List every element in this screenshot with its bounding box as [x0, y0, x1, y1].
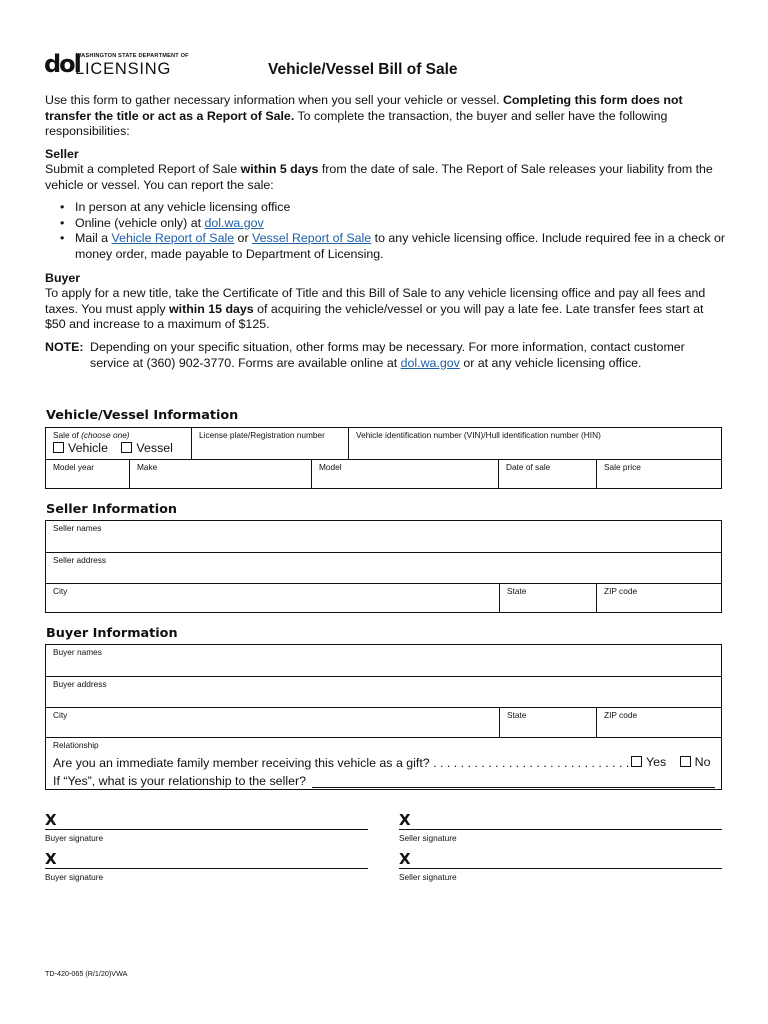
signature-x: X [45, 850, 57, 868]
buyer-info-table [45, 644, 722, 790]
date-of-sale-field[interactable]: Date of sale [498, 460, 596, 489]
buyer-zip-field[interactable]: ZIP code [596, 708, 721, 737]
signature-x: X [399, 850, 411, 868]
checkbox-icon [121, 442, 132, 453]
page-title: Vehicle/Vessel Bill of Sale [268, 61, 458, 78]
dol-website-link[interactable]: dol.wa.gov [204, 215, 264, 230]
vin-field[interactable]: Vehicle identification number (VIN)/Hull identification number (HIN) [348, 428, 721, 459]
signature-label: Buyer signature [45, 833, 104, 843]
vehicle-report-of-sale-link[interactable]: Vehicle Report of Sale [111, 231, 235, 246]
signature-line [45, 829, 368, 830]
checkbox-icon [53, 442, 64, 453]
seller-signature-1[interactable] [399, 811, 722, 851]
seller-paragraph: Submit a completed Report of Sale within 5 days from the date of sale. The Report of Sale releases your liability from the vehicle or vessel. You can report the sale: [45, 162, 713, 192]
seller-info-heading: Seller Information [46, 502, 178, 517]
buyer-state-field[interactable]: State [499, 708, 596, 737]
buyer-signature-2[interactable] [45, 850, 368, 890]
model-year-field[interactable]: Model year [53, 462, 95, 472]
buyer-info-heading: Buyer Information [46, 626, 178, 641]
form-number: TD-420-065 (R/1/20)VWA [45, 969, 128, 978]
gift-question: Are you an immediate family member receiving this vehicle as a gift? . . . . . . . . . . . . . . . . . . . . . . . . . . . . . [53, 756, 630, 770]
signature-x: X [399, 811, 411, 829]
list-item: • In person at any vehicle licensing office [60, 200, 725, 216]
signature-label: Seller signature [399, 833, 457, 843]
logo-licensing-text: LICENSING [75, 60, 172, 78]
checkbox-icon [680, 756, 691, 767]
signature-label: Buyer signature [45, 872, 104, 882]
buyer-address-field[interactable]: Buyer address [53, 679, 107, 689]
logo-mark: dol [44, 50, 80, 78]
seller-names-field[interactable]: Seller names [53, 523, 102, 533]
seller-address-field[interactable]: Seller address [53, 555, 107, 565]
yes-checkbox[interactable]: Yes [631, 755, 666, 769]
note-label: NOTE: [45, 340, 84, 354]
note-text: Depending on your specific situation, other forms may be necessary. For more information, contact customer service at (360) 902-3770. Forms are available online at dol.wa.gov or at any vehicle licensing office. [90, 340, 685, 370]
sale-of-field: Sale of (choose one) Vehicle Vessel [53, 430, 173, 455]
make-field[interactable]: Make [129, 460, 311, 489]
signature-line [399, 868, 722, 869]
signature-x: X [45, 811, 57, 829]
relationship-question: If “Yes”, what is your relationship to the seller? [53, 774, 306, 788]
checkbox-icon [631, 756, 642, 767]
report-methods-list [60, 200, 725, 262]
buyer-city-field[interactable]: City [53, 710, 68, 720]
dol-website-link[interactable]: dol.wa.gov [400, 355, 460, 370]
buyer-names-field[interactable]: Buyer names [53, 647, 102, 657]
vessel-checkbox[interactable]: Vessel [121, 441, 173, 455]
vessel-report-of-sale-link[interactable]: Vessel Report of Sale [252, 231, 372, 246]
seller-state-field[interactable]: State [499, 584, 596, 612]
model-field[interactable]: Model [311, 460, 498, 489]
seller-info-table [45, 520, 722, 613]
buyer-heading: Buyer [45, 271, 81, 285]
seller-zip-field[interactable]: ZIP code [596, 584, 721, 612]
dol-logo [44, 50, 189, 80]
license-plate-field[interactable]: License plate/Registration number [191, 428, 348, 459]
list-item: • Online (vehicle only) at dol.wa.gov [60, 216, 725, 232]
seller-heading: Seller [45, 147, 79, 161]
buyer-signature-1[interactable] [45, 811, 368, 851]
list-item: • Mail a Vehicle Report of Sale or Vessel Report of Sale to any vehicle licensing office. Include required fee in a check or money order, made payable to Department of Licensing. [60, 231, 725, 262]
signature-line [399, 829, 722, 830]
seller-city-field[interactable]: City [53, 586, 68, 596]
seller-signature-2[interactable] [399, 850, 722, 890]
relationship-field: Relationship Are you an immediate family member receiving this vehicle as a gift? . . . . . . . . . . . . . . . . . . . . . . . . . . . . . Yes No If “Yes”, what is your relationship to the seller? [46, 738, 721, 789]
buyer-paragraph: To apply for a new title, take the Certificate of Title and this Bill of Sale to any vehicle licensing office and pay all fees and taxes. You must apply within 15 days of acquiring the vehicle/vessel or you will pay a late fee. Late transfer fees start at $50 and increase to a maximum of $125. [45, 286, 706, 332]
intro-paragraph: Use this form to gather necessary information when you sell your vehicle or vessel. Completing this form does not transfer the title or act as a Report of Sale. To complete the transaction, the buyer and seller have the following responsibilities: [45, 93, 683, 139]
sale-price-field[interactable]: Sale price [596, 460, 721, 489]
logo-department-text: WASHINGTON STATE DEPARTMENT OF [76, 53, 189, 59]
vehicle-info-table [45, 427, 722, 489]
vehicle-info-heading: Vehicle/Vessel Information [46, 408, 239, 423]
signature-line [45, 868, 368, 869]
signature-label: Seller signature [399, 872, 457, 882]
relationship-input-line[interactable] [312, 787, 715, 788]
no-checkbox[interactable]: No [680, 755, 711, 769]
vehicle-checkbox[interactable]: Vehicle [53, 441, 108, 455]
